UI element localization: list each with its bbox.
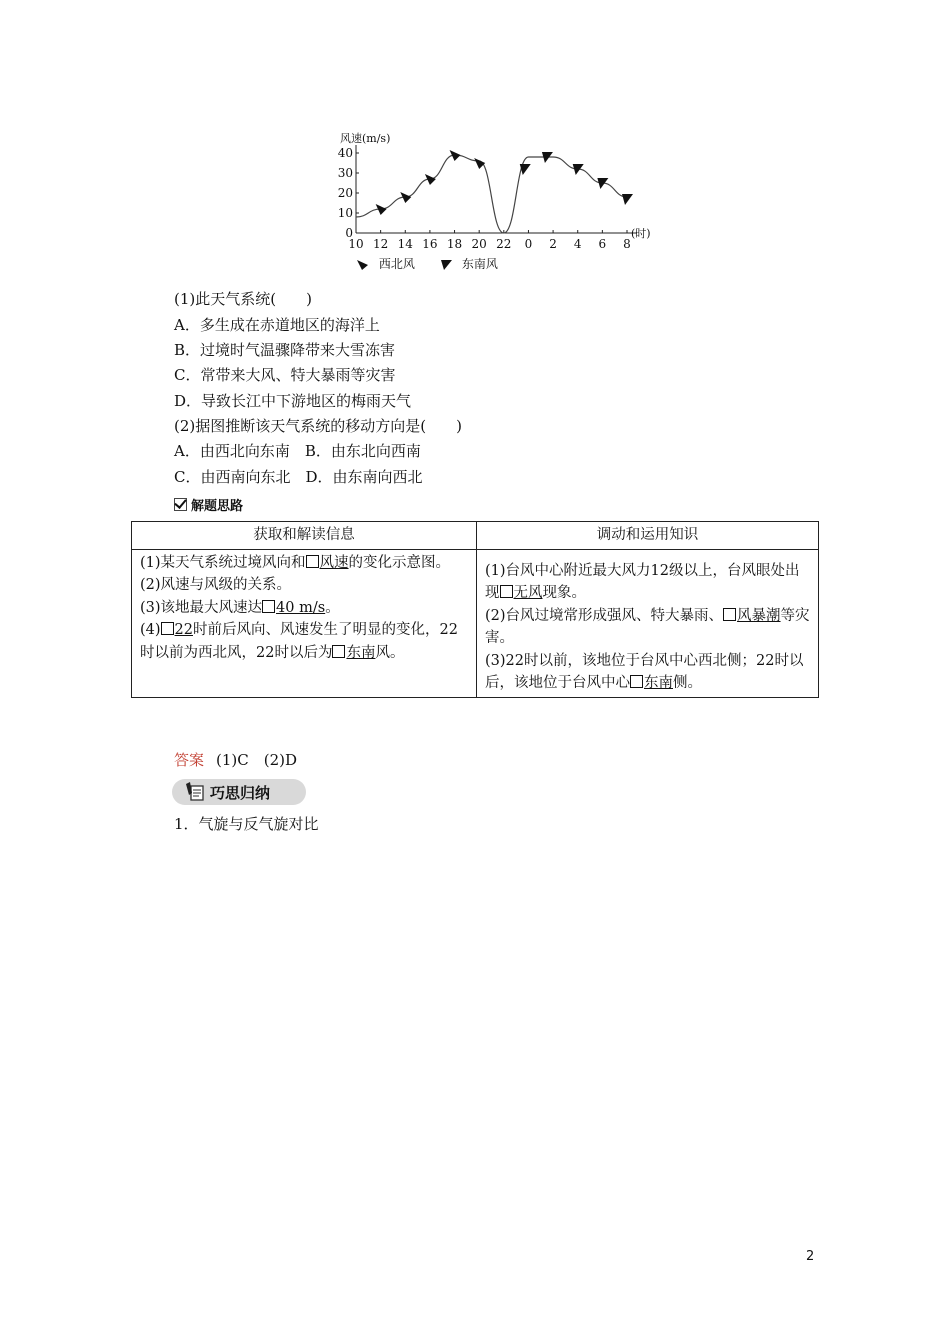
- legend-northwest-label: 西北风: [378, 257, 415, 271]
- question-2-options-cd: C．由西南向东北 D．由东南向西北: [174, 468, 423, 486]
- x-tick-label: 12: [372, 237, 389, 251]
- table-cell-info: [132, 549, 477, 697]
- info-line-4: (4) 22时前后风向、风速发生了明显的变化，22时以前为西北风，22时以后为 东南风。: [140, 622, 458, 661]
- x-tick-label: 20: [471, 237, 487, 251]
- answer-line: [174, 751, 297, 769]
- answer-text: (1)C (2)D: [216, 751, 298, 769]
- x-tick-label: 10: [348, 237, 364, 251]
- table-header-right: 调动和运用知识: [477, 522, 819, 550]
- blank-box-icon: [262, 600, 275, 613]
- legend-southeast: [438, 257, 498, 272]
- x-tick-label: 16: [422, 237, 438, 251]
- item-1-heading: 1．气旋与反气旋对比: [174, 815, 319, 833]
- table-row: [132, 549, 819, 697]
- x-tick-label: 4: [573, 237, 582, 251]
- legend-southeast-marker: [438, 258, 454, 272]
- summary-banner-label: 巧思归纳: [210, 783, 271, 802]
- table-header-left: 获取和解读信息: [132, 522, 477, 550]
- legend-southeast-label: 东南风: [461, 257, 498, 271]
- checkbox-icon: [174, 498, 187, 511]
- x-tick-label: 6: [598, 237, 607, 251]
- knowledge-line-1: (1)台风中心附近最大风力12级以上，台风眼处出现 无风现象。: [485, 562, 800, 601]
- question-1-option-a: A．多生成在赤道地区的海洋上: [174, 316, 380, 334]
- x-tick-label: 0: [524, 237, 533, 251]
- table-cell-knowledge: [477, 549, 819, 697]
- legend-northwest-marker: [355, 258, 371, 272]
- x-tick-label: 18: [446, 237, 463, 251]
- y-tick-label: 0: [345, 226, 353, 240]
- page-number: 2: [806, 1249, 815, 1264]
- wind-speed-chart: [335, 128, 665, 278]
- question-1-option-c: C．常带来大风、特大暴雨等灾害: [174, 366, 396, 384]
- question-1-option-d: D．导致长江中下游地区的梅雨天气: [174, 392, 412, 410]
- info-line-3: (3)该地最大风速达 40 m/s。: [140, 599, 340, 616]
- question-1-option-b: B．过境时气温骤降带来大雪冻害: [174, 341, 396, 359]
- summary-banner: [172, 779, 306, 805]
- blank-box-icon: [500, 585, 513, 598]
- x-tick-label: 2: [549, 237, 557, 251]
- blank-box-icon: [306, 555, 319, 568]
- legend-northwest: [355, 257, 415, 272]
- analysis-table: [131, 521, 819, 698]
- blank-box-icon: [723, 608, 736, 621]
- x-axis-label: (时): [631, 227, 651, 240]
- y-tick-label: 40: [337, 146, 353, 160]
- pen-note-icon: [184, 781, 206, 803]
- blank-box-icon: [630, 675, 643, 688]
- wind-marker: [520, 164, 531, 175]
- x-tick-label: 22: [496, 237, 512, 251]
- table-header-row: [132, 522, 819, 550]
- info-line-2: (2)风速与风级的关系。: [140, 577, 292, 593]
- blank-box-icon: [332, 645, 345, 658]
- answer-label: 答案: [174, 751, 205, 769]
- question-2: (2)据图推断该天气系统的移动方向是( ): [174, 417, 462, 435]
- wind-marker: [474, 158, 485, 169]
- blank-box-icon: [161, 622, 174, 635]
- knowledge-line-3: (3)22时以前，该地位于台风中心西北侧；22时以后，该地位于台风中心 东南侧。: [485, 652, 804, 691]
- y-tick-label: 10: [337, 206, 353, 220]
- y-tick-label: 30: [337, 166, 353, 180]
- wind-marker: [622, 194, 633, 205]
- series-line-1: [356, 155, 504, 233]
- y-axis-label: 风速(m/s): [340, 132, 391, 145]
- info-line-1: (1)某天气系统过境风向和 风速的变化示意图。: [140, 554, 451, 571]
- solution-approach-label: 解题思路: [191, 499, 244, 514]
- question-1: (1)此天气系统( ): [174, 290, 312, 308]
- solution-approach-heading: [174, 495, 243, 514]
- x-tick-label: 8: [623, 237, 631, 251]
- x-tick-label: 14: [397, 237, 413, 251]
- y-tick-label: 20: [337, 186, 353, 200]
- question-2-options-ab: A．由西北向东南 B．由东北向西南: [174, 442, 421, 460]
- knowledge-line-2: (2)台风过境常形成强风、特大暴雨、 风暴潮等灾害。: [485, 607, 810, 646]
